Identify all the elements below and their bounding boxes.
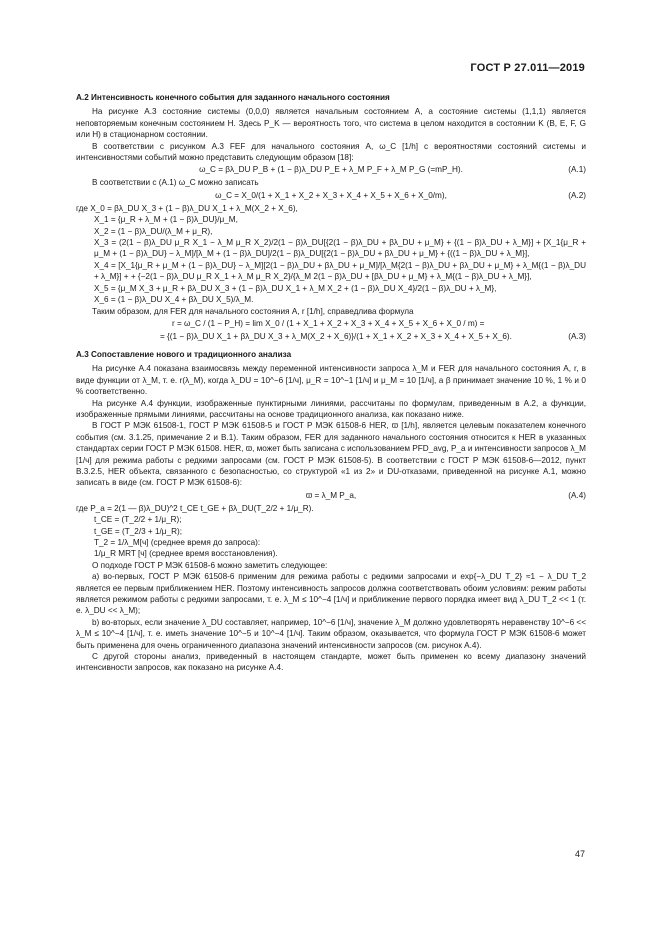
section-heading-a2: A.2 Интенсивность конечного события для заданного начального состояния: [76, 93, 390, 102]
page-content: [76, 92, 586, 674]
paragraph: О подходе ГОСТ Р МЭК 61508-6 можно заметить следующее:: [92, 560, 328, 570]
formula-a4: [76, 490, 586, 502]
paragraph: На рисунке А.3 состояние системы (0,0,0) является начальным состоянием А, а состояние системы (1,1,1) является неповторяемым конечным состоянием Н. Здесь P_K — вероятность того, что система в целом находится в состоянии K (B, E, F, G или H) в стационарном состоянии.: [76, 107, 586, 140]
formula-text: ϖ = λ_M P_a,: [305, 490, 357, 500]
paragraph: В соответствии с (А.1) ω_C можно записать: [92, 178, 259, 188]
definition-x0: где X_0 = βλ_DU X_3 + (1 − β)λ_DU X_1 + λ_M(X_2 + X_6),: [76, 203, 298, 213]
formula-number: (A.3): [568, 331, 586, 341]
paragraph: Таким образом, для FER для начального состояния А, r [1/h], справедлива формула: [92, 306, 414, 316]
page-number: 47: [574, 849, 585, 859]
formula-number: (A.1): [568, 165, 586, 175]
formula-a1: [76, 164, 586, 176]
formula-number: (A.2): [568, 190, 586, 200]
paragraph: С другой стороны анализ, приведенный в настоящем стандарте, может быть применен ко всему диапазону значений интенсивности запросов, как показано на рисунке А.4.: [76, 652, 586, 673]
definition-item: X_5 = {μ_M X_3 + μ_R + βλ_DU X_3 + (1 − β)λ_DU X_1 + λ_M X_2 + (1 − β)λ_DU X_4}/2(1 − β)λ_DU + λ_M},: [94, 283, 497, 293]
definitions-list: [94, 214, 586, 305]
definition-pa: где P_a = 2(1 — β)λ_DU)^2 t_CE t_GE + βλ_DU(T_2/2 + 1/μ_R).: [76, 503, 314, 513]
list-item-a: а) во-первых, ГОСТ Р МЭК 61508-6 применим для режима работы с редкими запросами и exp{−λ_DU T_2} ≈1 − λ_DU T_2 является ее первым приближением HER. Поэтому интенсивность запросов должна соответствовать обоим условиям: режим работы является режимом работы с редкими запросами, т. е. λ_M ≤ 10^−4 [1/ч] и приближение первого порядка имеет вид λ_DU T_2 << 1 (т. е. λ_DU << λ_M);: [76, 572, 586, 616]
definition-item: X_4 = [X_1{μ_R + μ_M + (1 − β)λ_DU} − λ_M][2(1 − β)λ_DU + βλ_DU + μ_M]/[λ_M{2(1 − β)λ_DU + βλ_DU + μ_M} + λ_M{(1 − β)λ_DU + λ_M}] + + {−2(1 − β)λ_DU μ_R X_1 + λ_M μ_R X_2}/{λ_M 2(1 − β)λ_DU + [βλ_DU + μ_M} + λ_M{(1 − β)λ_DU + λ_M}],: [94, 260, 586, 282]
formula-text: ω_C = X_0/(1 + X_1 + X_2 + X_3 + X_4 + X_5 + X_6 + X_0/m),: [215, 190, 447, 200]
definition-item: t_GE = (T_2/3 + 1/μ_R);: [94, 526, 182, 536]
definition-item: X_6 = (1 − β)λ_DU X_4 + βλ_DU X_5)/λ_M.: [94, 295, 254, 305]
formula-a2: [76, 190, 586, 202]
section-heading-a3: А.3 Сопоставление нового и традиционного анализа: [76, 349, 292, 359]
definition-item: t_CE = (T_2/2 + 1/μ_R);: [94, 515, 182, 525]
definition-item: X_2 = (1 − β)λ_DU/(λ_M + μ_R),: [94, 226, 213, 236]
formula-a3: [76, 318, 586, 346]
paragraph: В ГОСТ Р МЭК 61508-1, ГОСТ Р МЭК 61508-5 и ГОСТ Р МЭК 61508-6 HER, ϖ [1/h], является целевым показателем конечного события (см. 3.1.25, примечание 2 и В.1). Таким образом, FER для заданного начального состояния относится к HER в указанных стандартах серии ГОСТ Р МЭК 61508. HER, ϖ, может быть записана с использованием PFD_avg, P_a и интенсивности запросов λ_M [1/ч] для режима работы с редкими запросами (см. ГОСТ Р МЭК 61508-5). В соответствии с ГОСТ Р МЭК 61508-6—2012, пункт В.3.2.5, HER объекта, связанного с безопасностью, со структурой «1 из 2» и DU-отказами, приведенной на рисунке А.1, можно записать в виде (см. ГОСТ Р МЭК 61508-6):: [76, 421, 586, 488]
definition-item: X_1 = {μ_R + λ_M + (1 − β)λ_DU}/μ_M,: [94, 215, 238, 225]
page-header: ГОСТ Р 27.011—2019: [470, 62, 585, 74]
formula-text: ω_C = βλ_DU P_B + (1 − β)λ_DU P_E + λ_M P_F + λ_M P_G (=mP_H).: [199, 165, 463, 175]
paragraph: На рисунке А.4 функции, изображенные пунктирными линиями, рассчитаны по формулам, приведенным в А.2, а функции, изображенные прямыми линиями, рассчитаны на основе традиционного анализа, как показано ниже.: [76, 398, 586, 419]
definitions-list: [94, 514, 586, 560]
definition-item: 1/μ_R MRT [ч] (среднее время восстановления).: [94, 549, 278, 559]
formula-text: r = ω_C / (1 − P_H) = lim X_0 / (1 + X_1 + X_2 + X_3 + X_4 + X_5 + X_6 + X_0 / m) =: [172, 318, 485, 328]
formula-number: (A.4): [568, 490, 586, 500]
paragraph: В соответствии с рисунком А.3 FEF для начального состояния A, ω_C [1/h] с вероятностями состояний системы и интенсивностями событий можно представить следующим образом [18]:: [76, 141, 586, 163]
definition-item: X_3 = (2(1 − β)λ_DU μ_R X_1 − λ_M μ_R X_2)/2(1 − β)λ_DU[{2(1 − β)λ_DU + βλ_DU + μ_M} + {(1 − β)λ_DU + λ_M}] + [X_1{μ_R + μ_M + (1 − β)λ_DU} − λ_M]/[λ_M + (1 − β)λ_DU]/2(1 − β)λ_DU[{2(1 − β)λ_DU + βλ_DU + μ_M} + {((1 − β)λ_DU + λ_M}],: [94, 238, 586, 259]
list-item-b: b) во-вторых, если значение λ_DU составляет, например, 10^−6 [1/ч], значение λ_M должно удовлетворять неравенству 10^−6 << λ_M ≤ 10^−4 [1/ч], т. е. иметь значение 10^−5 и 10^−4 [1/ч]. Таким образом, оказывается, что формула ГОСТ Р МЭК 61508-6 может быть применена для очень ограниченного диапазона значений интенсивности запросов (см. рисунок А.4).: [76, 617, 586, 650]
formula-text: = {(1 − β)λ_DU X_1 + βλ_DU X_3 + λ_M(X_2 + X_6)}/(1 + X_1 + X_2 + X_3 + X_4 + X_5 + X_6).: [160, 331, 512, 341]
paragraph: На рисунке А.4 показана взаимосвязь между переменной интенсивности запроса λ_M и FER для начального состояния А, r, в виде функции от λ_M, т. е. r(λ_M), когда λ_DU = 10^−6 [1/ч], μ_R = 10^−1 [1/ч] и μ_M = 10 [1/ч], а β принимает значение 10 %, 1 % и 0 % соответственно.: [76, 364, 586, 397]
definition-item: T_2 = 1/λ_M[ч] (среднее время до запроса):: [94, 538, 261, 547]
